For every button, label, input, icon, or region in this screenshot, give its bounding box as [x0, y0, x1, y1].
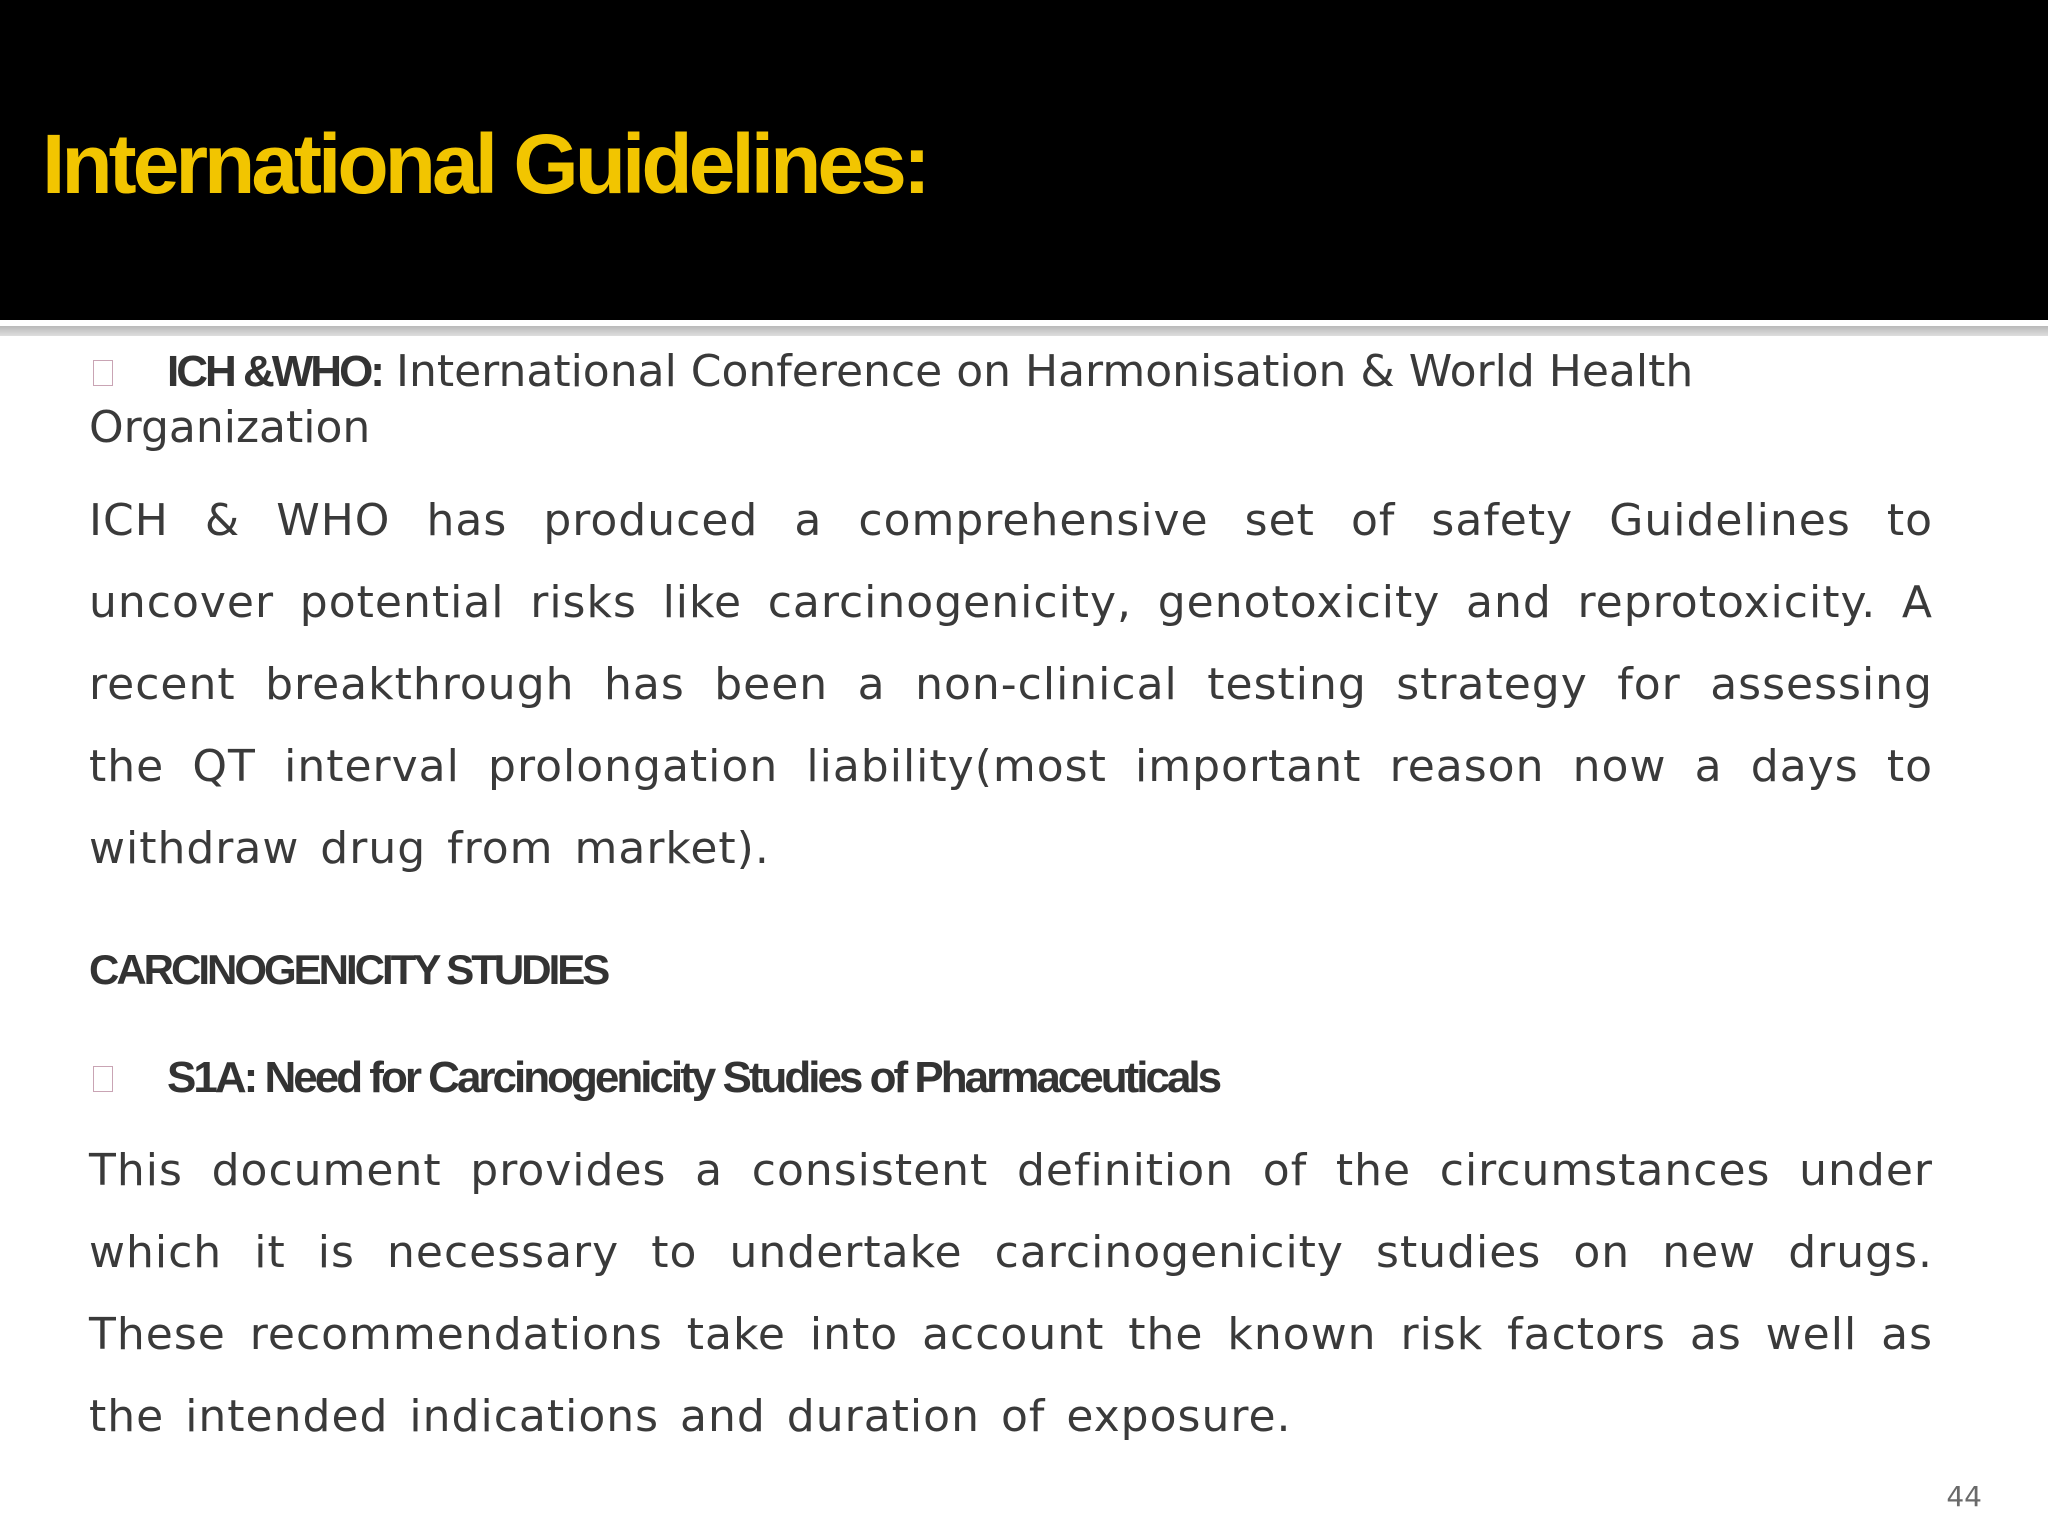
page-number: 44: [1946, 1480, 1982, 1513]
bullet-text: International Conference on Harmonisation & World Health: [395, 346, 1694, 397]
bullet-lead: ICH &WHO:: [167, 347, 382, 396]
title-bar: [0, 0, 2048, 320]
bullet-text-continuation: Organization: [89, 402, 371, 453]
paragraph-ich-who: ICH & WHO has produced a comprehensive set of safety Guidelines to uncover potential risks like carcinogenicity, genotoxicity and reprotoxicity. A recent breakthrough has been a non-clinical testing strategy for assessing the QT interval prolongation liability(most important reason now a days to withdraw drug from market).: [89, 495, 1933, 874]
slide-content: [89, 344, 1933, 1458]
square-bullet-icon: [93, 1066, 113, 1092]
paragraph-s1a: This document provides a consistent definition of the circumstances under which it is necessary to undertake carcinogenicity studies on new drugs. These recommendations take into account the known risk factors as well as the intended indications and duration of exposure.: [89, 1145, 1933, 1442]
section-heading: CARCINOGENICITY STUDIES: [89, 946, 608, 993]
bullet-lead: S1A: Need for Carcinogenicity Studies of Pharmaceuticals: [167, 1053, 1220, 1102]
square-bullet-icon: [93, 360, 113, 386]
title-divider: [0, 326, 2048, 336]
bullet-s1a: [89, 1050, 1933, 1106]
slide-title: International Guidelines:: [42, 117, 927, 211]
bullet-ich-who: [89, 344, 1933, 400]
